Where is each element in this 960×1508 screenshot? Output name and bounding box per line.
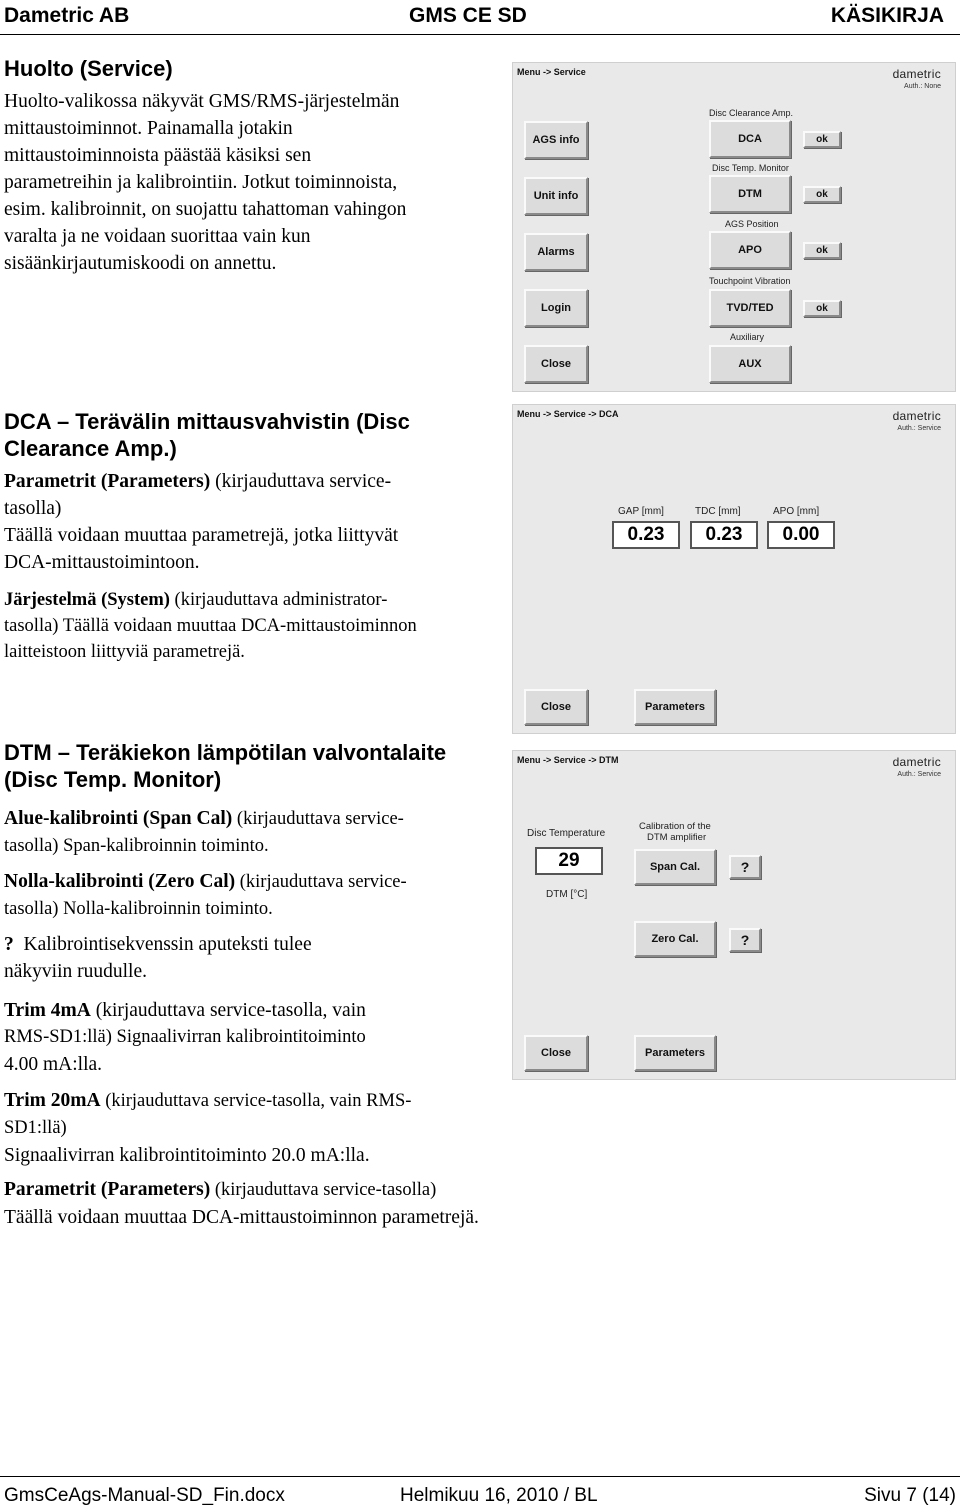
text-line: tasolla) Nolla-kalibroinnin toiminto. [4,899,273,919]
zero-cal-paragraph [4,868,504,923]
footer-filename: GmsCeAgs-Manual-SD_Fin.docx [4,1485,285,1506]
dtm-unit-label: DTM [°C] [546,889,588,900]
header-doc-type: KÄSIKIRJA [830,4,944,27]
text-line: 4.00 mA:lla. [4,1054,103,1075]
apo-value: 0.00 [767,521,835,549]
auth-status: Auth.: Service [897,425,941,432]
term-trim-20ma: Trim 20mA [4,1090,101,1111]
auth-status: Auth.: None [904,83,941,90]
caption-touchpoint-vibration: Touchpoint Vibration [709,276,791,286]
breadcrumb: Menu -> Service -> DCA [517,409,619,419]
footer-page-number: Sivu 7 (14) [864,1485,956,1506]
dtm-screenshot [512,750,956,1080]
term-trim-4ma: Trim 4mA [4,1000,91,1021]
heading-line: DCA – Terävälin mittausvahvistin (Disc [4,409,410,434]
header-divider [0,34,960,35]
service-menu-screenshot [512,62,956,392]
text-line: varalta ja ne voidaan suorittaa vain kun [4,226,311,247]
text-line: sisäänkirjautumiskoodi on annettu. [4,253,277,274]
help-paragraph [4,931,504,985]
text-line: tasolla) Täällä voidaan muuttaa DCA-mittaustoiminnon [4,616,417,636]
span-cal-button[interactable]: Span Cal. [634,849,716,885]
apo-button[interactable]: APO [709,231,791,269]
tvd-ted-ok-indicator: ok [803,300,841,317]
text-line [4,868,504,896]
aux-button[interactable]: AUX [709,345,791,383]
heading-line: (Disc Temp. Monitor) [4,767,222,792]
term-parameters: Parametrit (Parameters) [4,471,211,492]
ags-info-button[interactable]: AGS info [524,121,588,159]
footer-date: Helmikuu 16, 2010 / BL [400,1485,598,1506]
text-line: DCA-mittaustoimintoon. [4,552,200,573]
apo-ok-indicator: ok [803,242,841,259]
section-body-service [4,88,504,277]
dca-button[interactable]: DCA [709,120,791,158]
text-line [4,997,504,1024]
text-span: (kirjauduttava service-tasolla, vain [90,1000,366,1021]
heading-line: DTM – Teräkiekon lämpötilan valvontalaite [4,740,447,765]
caption-auxiliary: Auxiliary [730,332,765,342]
alarms-button[interactable]: Alarms [524,233,588,271]
parameters-button[interactable]: Parameters [634,1035,716,1071]
trim-4ma-paragraph [4,997,504,1078]
tdc-value: 0.23 [690,521,758,549]
dtm-button[interactable]: DTM [709,175,791,213]
text-line: Signaalivirran kalibrointitoiminto 20.0 mA:lla. [4,1145,370,1166]
heading-line: Clearance Amp.) [4,436,177,461]
caption-ags-position: AGS Position [725,219,779,229]
tvd-ted-button[interactable]: TVD/TED [709,289,791,327]
section-heading-dca [4,408,504,462]
term-span-cal: Alue-kalibrointi (Span Cal) [4,808,233,829]
span-help-button[interactable]: ? [729,855,761,879]
text-line [4,587,504,613]
text-span: (kirjauduttava service- [210,471,392,492]
footer-divider [0,1476,960,1477]
text-line: Täällä voidaan muuttaa parametrejä, jotka liittyvät [4,525,399,546]
text-line [4,805,504,833]
close-button[interactable]: Close [524,689,588,725]
text-span: (kirjauduttava service- [235,872,407,892]
unit-info-button[interactable]: Unit info [524,177,588,215]
disc-temperature-value: 29 [535,847,603,875]
text-line: Täällä voidaan muuttaa DCA-mittaustoiminnon parametrejä. [4,1207,479,1228]
term-help: ? [4,934,14,955]
text-span: (kirjauduttava service-tasolla) [210,1180,437,1200]
gap-value: 0.23 [612,521,680,549]
text-line: näkyviin ruudulle. [4,961,147,982]
parameters-button[interactable]: Parameters [634,689,716,725]
span-cal-paragraph [4,805,504,860]
dametric-logo: dametric [892,409,941,423]
calibration-label: Calibration of the [639,821,711,832]
breadcrumb: Menu -> Service [517,67,586,77]
auth-status: Auth.: Service [897,771,941,778]
text-line [4,1176,704,1204]
dca-screenshot [512,404,956,734]
trim-20ma-paragraph [4,1087,524,1169]
dtm-parameters-paragraph [4,1176,704,1231]
text-line: mittaustoiminnot. Painamalla jotakin [4,118,293,139]
disc-temperature-label: Disc Temperature [527,828,606,839]
text-span: (kirjauduttava service-tasolla, vain RMS- [100,1091,412,1111]
tdc-label: TDC [mm] [695,506,741,517]
text-line: Huolto-valikossa näkyvät GMS/RMS-järjestelmän [4,91,400,112]
text-line: esim. kalibroinnit, on suojattu tahattoman vahingon [4,199,407,220]
dca-system-paragraph [4,587,504,665]
text-line [4,1087,524,1115]
dametric-logo: dametric [892,67,941,81]
text-line: laitteistoon liittyviä parametrejä. [4,642,245,662]
caption-disc-clearance-amp: Disc Clearance Amp. [709,108,794,118]
term-zero-cal: Nolla-kalibrointi (Zero Cal) [4,871,236,892]
text-span: (kirjauduttava administrator- [169,590,388,610]
login-button[interactable]: Login [524,289,588,327]
text-line [4,931,504,958]
apo-label: APO [mm] [773,506,820,517]
text-span: (kirjauduttava service- [232,809,404,829]
term-parameters: Parametrit (Parameters) [4,1179,211,1200]
calibration-label: DTM amplifier [647,832,707,843]
text-line: tasolla) [4,498,62,519]
dca-parameters-paragraph [4,468,504,576]
close-button[interactable]: Close [524,345,588,383]
dca-ok-indicator: ok [803,131,841,148]
breadcrumb: Menu -> Service -> DTM [517,755,619,765]
zero-cal-button[interactable]: Zero Cal. [634,921,716,957]
text-line: RMS-SD1:llä) Signaalivirran kalibrointitoiminto [4,1027,366,1047]
header-product: GMS CE SD [409,4,527,27]
text-line: parametreihin ja kalibrointiin. Jotkut toiminnoista, [4,172,398,193]
section-heading-dtm [4,739,504,793]
text-line: tasolla) Span-kalibroinnin toiminto. [4,836,269,856]
text-line: mittaustoiminnoista päästää käsiksi sen [4,145,312,166]
gap-label: GAP [mm] [618,506,664,517]
header-company: Dametric AB [4,4,130,27]
caption-disc-temp-monitor: Disc Temp. Monitor [712,163,789,173]
text-line [4,468,504,495]
zero-help-button[interactable]: ? [729,928,761,952]
dtm-ok-indicator: ok [803,186,841,203]
dametric-logo: dametric [892,755,941,769]
close-button[interactable]: Close [524,1035,588,1071]
section-heading-service: Huolto (Service) [4,56,173,81]
term-system: Järjestelmä (System) [4,590,170,610]
text-line: SD1:llä) [4,1118,67,1138]
text-span: Kalibrointisekvenssin aputeksti tulee [13,934,312,955]
